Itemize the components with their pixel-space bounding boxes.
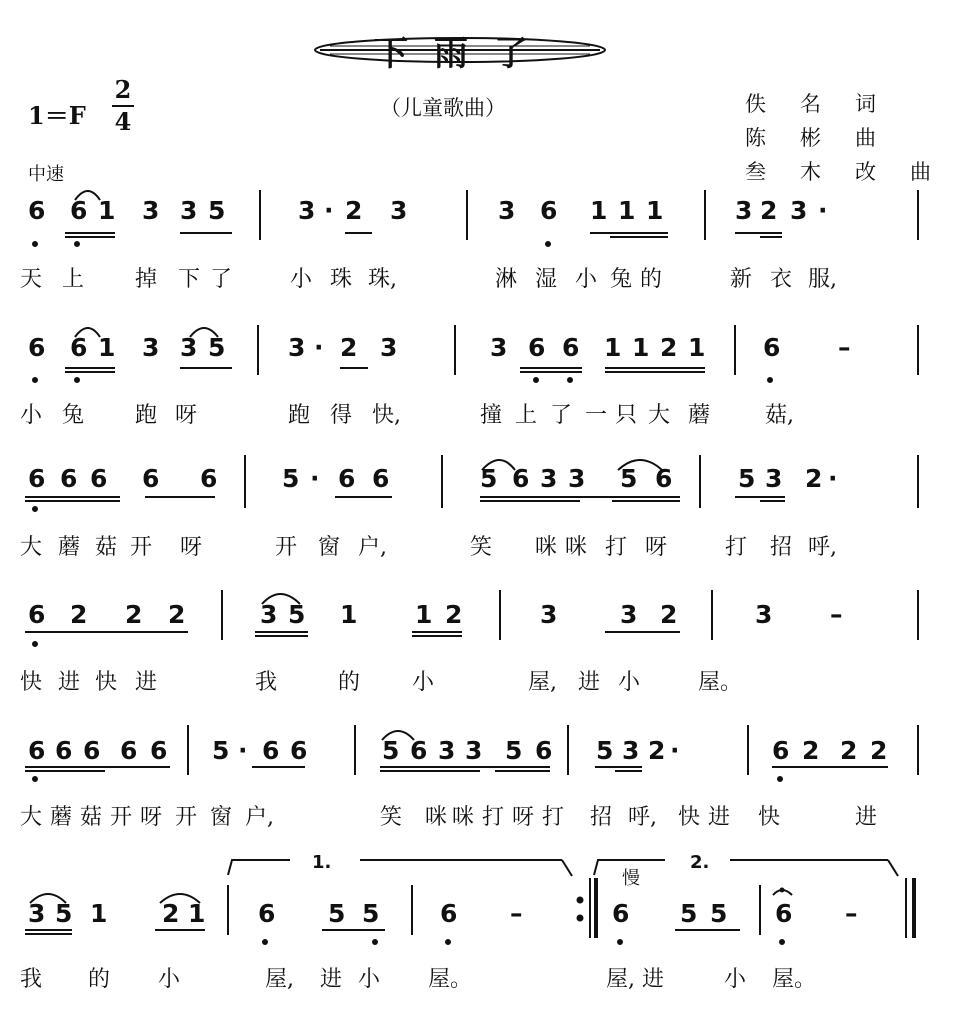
lyric-syllable: 服, <box>808 267 837 292</box>
lyric-syllable: 呀 <box>180 535 203 560</box>
note: 6 <box>28 333 46 362</box>
note: 1 <box>98 333 116 362</box>
note: 2 <box>162 899 180 928</box>
note: 6 <box>120 736 138 765</box>
lyric-syllable: 咪 <box>425 805 448 830</box>
note: 6 <box>775 899 793 928</box>
genre-label: （儿童歌曲） <box>380 96 506 120</box>
note: 2 <box>70 600 88 629</box>
note: 3 <box>622 736 640 765</box>
note: 3 <box>142 196 160 225</box>
note: 1 <box>688 333 706 362</box>
lyric-syllable: 屋。 <box>772 967 817 992</box>
lyric-syllable: 的 <box>338 670 361 695</box>
note: 6 <box>83 736 101 765</box>
note: – <box>838 333 851 362</box>
lyric-syllable: 快, <box>372 403 401 428</box>
lyric-syllable: 我 <box>255 670 278 695</box>
lyric-syllable: 打 <box>482 805 505 830</box>
note: · <box>670 736 680 765</box>
lyric-syllable: 大 <box>20 535 43 560</box>
note: · <box>310 464 320 493</box>
lyric-syllable: 蘑 <box>688 403 711 428</box>
lyric-syllable: 招 <box>590 805 613 830</box>
note: 6 <box>410 736 428 765</box>
lyric-syllable: 上 <box>515 403 538 428</box>
row-1-graphics <box>33 190 918 246</box>
lyric-syllable: 快 <box>758 805 781 830</box>
note: 3 <box>180 333 198 362</box>
lyric-syllable: 撞 <box>480 403 503 428</box>
note: 3 <box>540 600 558 629</box>
note: 6 <box>142 464 160 493</box>
note: 1 <box>415 600 433 629</box>
note: 6 <box>150 736 168 765</box>
lyric-syllable: 户, <box>245 805 274 830</box>
note: 2 <box>760 196 778 225</box>
lyric-syllable: 呼, <box>808 535 837 560</box>
note: 5 <box>328 899 346 928</box>
lyricist-credit: 佚名词 <box>745 92 910 116</box>
note: 6 <box>338 464 356 493</box>
lyric-syllable: 呀 <box>175 403 198 428</box>
lyric-syllable: 打 <box>605 535 628 560</box>
note: 2 <box>660 333 678 362</box>
note: 3 <box>540 464 558 493</box>
note: 6 <box>258 899 276 928</box>
lyric-syllable: 呼, <box>628 805 657 830</box>
row-4-graphics <box>25 590 918 646</box>
note: 2 <box>802 736 820 765</box>
note: 6 <box>55 736 73 765</box>
note: 3 <box>498 196 516 225</box>
note: · <box>828 464 838 493</box>
row-2-graphics <box>33 325 918 382</box>
lyric-syllable: 快 <box>678 805 701 830</box>
note: 3 <box>790 196 808 225</box>
lyric-syllable: 屋, <box>265 967 294 992</box>
composer-credit: 陈彬曲 <box>745 126 910 150</box>
note: 6 <box>60 464 78 493</box>
song-title: 下雨了 <box>374 34 554 74</box>
lyric-syllable: 菇, <box>765 403 794 428</box>
lyric-syllable: 只 <box>615 403 638 428</box>
lyric-syllable: 小 <box>618 670 641 695</box>
lyric-syllable: 呀 <box>512 805 535 830</box>
note: 3 <box>260 600 278 629</box>
lyric-syllable: 小 <box>158 967 181 992</box>
note: 6 <box>90 464 108 493</box>
note: 6 <box>262 736 280 765</box>
lyric-syllable: 户, <box>358 535 387 560</box>
note: · <box>314 333 324 362</box>
note: 6 <box>612 899 630 928</box>
note: 1 <box>340 600 358 629</box>
note: 1 <box>604 333 622 362</box>
first-ending-label: 1. <box>312 852 332 873</box>
tempo-marking: 中速 <box>28 164 64 185</box>
note: 1 <box>188 899 206 928</box>
note: 1 <box>646 196 664 225</box>
time-signature <box>112 76 134 136</box>
lyric-syllable: 小 <box>290 267 313 292</box>
note: 6 <box>512 464 530 493</box>
lyric-syllable: 打 <box>542 805 565 830</box>
lyric-syllable: 屋。 <box>698 670 743 695</box>
time-signature-top: 2 <box>114 75 132 104</box>
note: 2 <box>345 196 363 225</box>
lyric-syllable: 呀 <box>645 535 668 560</box>
lyric-syllable: 咪 <box>565 535 588 560</box>
note: 2 <box>340 333 358 362</box>
lyric-syllable: 大 <box>648 403 671 428</box>
lyric-syllable: 得 <box>330 403 353 428</box>
note: 3 <box>735 196 753 225</box>
note: 3 <box>288 333 306 362</box>
lyric-syllable: 了 <box>550 403 573 428</box>
note: 6 <box>763 333 781 362</box>
note: 3 <box>298 196 316 225</box>
lyric-syllable: 咪 <box>535 535 558 560</box>
note: 2 <box>660 600 678 629</box>
lyric-syllable: 进 <box>320 967 343 992</box>
note: 6 <box>535 736 553 765</box>
note: 3 <box>390 196 408 225</box>
note: · <box>324 196 334 225</box>
note: 2 <box>648 736 666 765</box>
note: 5 <box>208 196 226 225</box>
note: 3 <box>142 333 160 362</box>
note: 6 <box>440 899 458 928</box>
note: 1 <box>590 196 608 225</box>
note: 5 <box>620 464 638 493</box>
lyric-syllable: 的 <box>88 967 111 992</box>
lyric-syllable: 掉 <box>135 267 158 292</box>
note: 5 <box>505 736 523 765</box>
lyric-syllable: 屋, <box>606 967 635 992</box>
note: 3 <box>620 600 638 629</box>
note: 5 <box>382 736 400 765</box>
note: 2 <box>168 600 186 629</box>
lyric-syllable: 招 <box>770 535 793 560</box>
note: 3 <box>465 736 483 765</box>
lyric-syllable: 进 <box>855 805 878 830</box>
note: 5 <box>480 464 498 493</box>
note: 2 <box>870 736 888 765</box>
note: 6 <box>772 736 790 765</box>
lyric-syllable: 淋 <box>495 267 518 292</box>
lyric-syllable: 下 <box>178 267 201 292</box>
note: 6 <box>28 600 46 629</box>
lyric-syllable: 湿 <box>535 267 558 292</box>
note: 6 <box>290 736 308 765</box>
note: 1 <box>632 333 650 362</box>
note: 1 <box>618 196 636 225</box>
lyric-syllable: 菇 <box>80 805 103 830</box>
lyric-syllable: 进 <box>135 670 158 695</box>
note: 6 <box>372 464 390 493</box>
time-signature-bottom: 4 <box>114 107 132 136</box>
lyric-syllable: 一 <box>585 403 608 428</box>
lyric-syllable: 兔 <box>610 267 633 292</box>
slow-marking: 慢 <box>622 868 640 889</box>
note: 6 <box>562 333 580 362</box>
lyric-syllable: 快 <box>20 670 43 695</box>
note: 6 <box>70 333 88 362</box>
note: 3 <box>380 333 398 362</box>
lyric-syllable: 笑 <box>470 535 493 560</box>
lyric-syllable: 笑 <box>380 805 403 830</box>
lyric-syllable: 屋。 <box>428 967 473 992</box>
note: 2 <box>805 464 823 493</box>
lyric-syllable: 打 <box>725 535 748 560</box>
lyric-syllable: 大 <box>20 805 43 830</box>
note: 1 <box>98 196 116 225</box>
lyric-syllable: 蘑 <box>58 535 81 560</box>
note: 6 <box>28 196 46 225</box>
note: – <box>830 600 843 629</box>
lyric-syllable: 我 <box>20 967 43 992</box>
lyric-syllable: 进 <box>578 670 601 695</box>
lyric-syllable: 小 <box>20 403 43 428</box>
note: 5 <box>208 333 226 362</box>
lyric-syllable: 上 <box>62 267 85 292</box>
note: 3 <box>438 736 456 765</box>
lyric-syllable: 呀 <box>140 805 163 830</box>
lyric-syllable: 衣 <box>770 267 793 292</box>
lyric-syllable: 跑 <box>288 403 311 428</box>
note: – <box>845 899 858 928</box>
note: · <box>818 196 828 225</box>
note: 5 <box>680 899 698 928</box>
lyric-syllable: 天 <box>20 267 43 292</box>
lyric-syllable: 开 <box>175 805 198 830</box>
lyric-syllable: 咪 <box>452 805 475 830</box>
lyric-syllable: 蘑 <box>50 805 73 830</box>
note: – <box>510 899 523 928</box>
lyric-syllable: 快 <box>95 670 118 695</box>
note: 5 <box>282 464 300 493</box>
note: 1 <box>90 899 108 928</box>
note: 6 <box>28 464 46 493</box>
note: 5 <box>362 899 380 928</box>
lyric-syllable: 进 <box>642 967 665 992</box>
lyric-syllable: 开 <box>110 805 133 830</box>
lyric-syllable: 菇 <box>95 535 118 560</box>
lyric-syllable: 开 <box>130 535 153 560</box>
lyric-syllable: 小 <box>358 967 381 992</box>
lyric-syllable: 兔 <box>62 403 85 428</box>
lyric-syllable: 进 <box>708 805 731 830</box>
note: 6 <box>70 196 88 225</box>
note: 3 <box>180 196 198 225</box>
lyric-syllable: 进 <box>58 670 81 695</box>
note: 2 <box>840 736 858 765</box>
lyric-syllable: 小 <box>412 670 435 695</box>
note: 6 <box>200 464 218 493</box>
note: 2 <box>125 600 143 629</box>
note: 5 <box>212 736 230 765</box>
note: 6 <box>540 196 558 225</box>
lyric-syllable: 窗 <box>210 805 233 830</box>
note: 6 <box>655 464 673 493</box>
note: 5 <box>596 736 614 765</box>
note: 3 <box>490 333 508 362</box>
key-signature: 1＝F <box>28 101 86 130</box>
lyric-syllable: 珠 <box>330 267 353 292</box>
lyric-syllable: 了 <box>210 267 233 292</box>
lyric-syllable: 屋, <box>528 670 557 695</box>
lyric-syllable: 珠, <box>368 267 397 292</box>
note: 5 <box>738 464 756 493</box>
note: 3 <box>765 464 783 493</box>
note: 6 <box>28 736 46 765</box>
title-block <box>310 14 610 76</box>
lyric-syllable: 小 <box>724 967 747 992</box>
note: 5 <box>55 899 73 928</box>
lyric-syllable: 窗 <box>318 535 341 560</box>
note: 3 <box>28 899 46 928</box>
note: 5 <box>710 899 728 928</box>
lyric-syllable: 小 <box>575 267 598 292</box>
lyric-syllable: 的 <box>640 267 663 292</box>
arranger-credit: 叁木改曲 <box>745 160 965 184</box>
lyric-syllable: 开 <box>275 535 298 560</box>
lyric-syllable: 跑 <box>135 403 158 428</box>
note: 3 <box>755 600 773 629</box>
second-ending-label: 2. <box>690 852 710 873</box>
note: 2 <box>445 600 463 629</box>
note: · <box>238 736 248 765</box>
note: 6 <box>528 333 546 362</box>
lyric-syllable: 新 <box>730 267 753 292</box>
note: 5 <box>288 600 306 629</box>
note: 3 <box>568 464 586 493</box>
